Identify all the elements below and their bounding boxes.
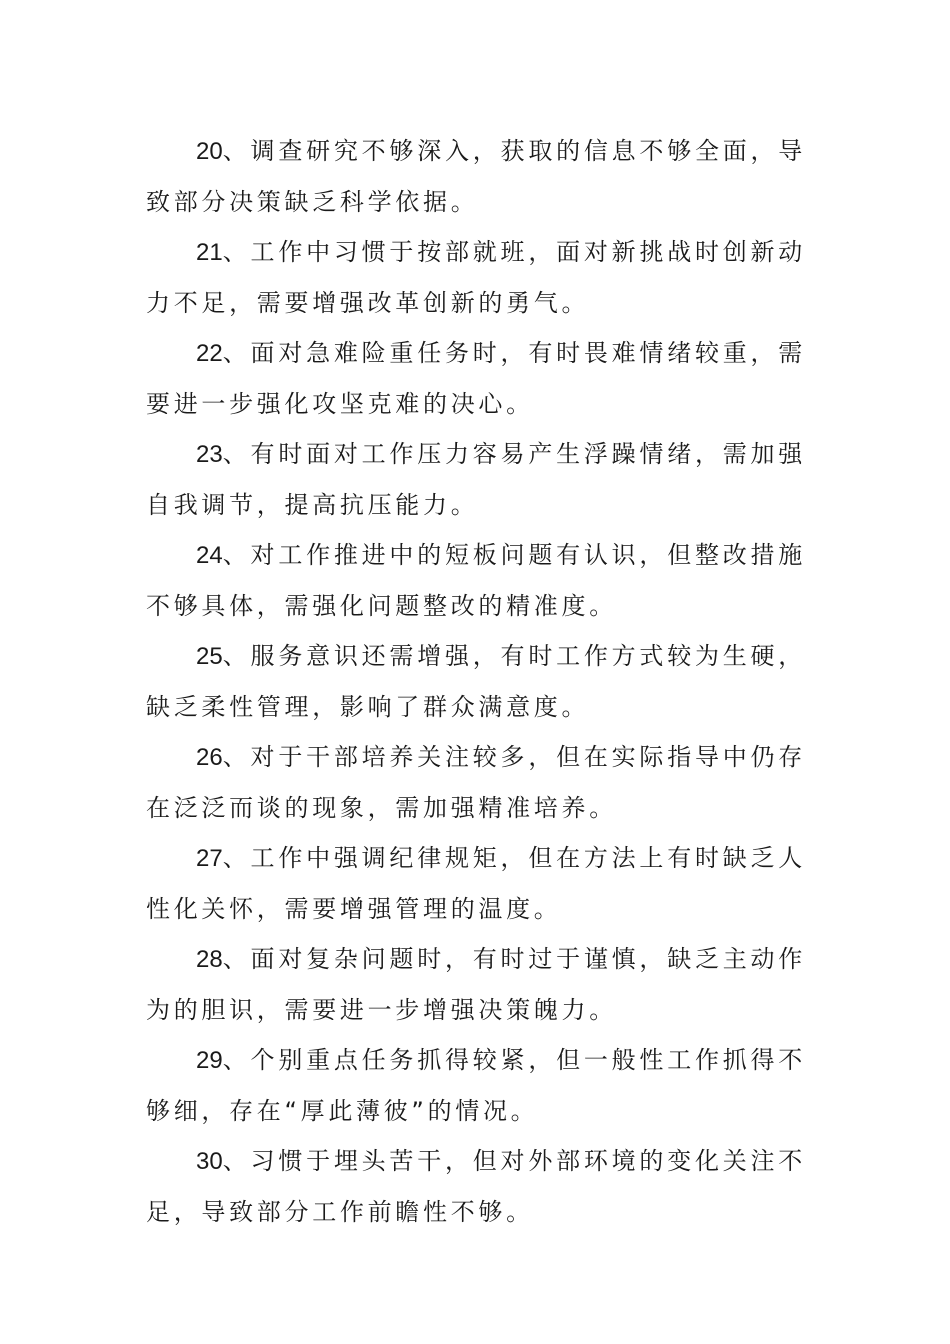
list-item	[146, 631, 806, 732]
list-item	[146, 1136, 806, 1237]
item-number: 20	[196, 138, 223, 165]
item-text: 、对工作推进中的短板问题有认识，但整改措施不够具体，需强化问题整改的精准度。	[146, 541, 806, 620]
document-body	[146, 126, 806, 1237]
item-number: 25	[196, 643, 223, 670]
list-item	[146, 227, 806, 328]
item-text: 、面对复杂问题时，有时过于谨慎，缺乏主动作为的胆识，需要进一步增强决策魄力。	[146, 945, 806, 1024]
item-number: 27	[196, 845, 223, 872]
list-item	[146, 328, 806, 429]
item-text: 、面对急难险重任务时，有时畏难情绪较重，需要进一步强化攻坚克难的决心。	[146, 339, 806, 418]
item-number: 29	[196, 1047, 223, 1074]
list-item	[146, 833, 806, 934]
list-item	[146, 1035, 806, 1136]
item-number: 26	[196, 744, 223, 771]
list-item	[146, 530, 806, 631]
item-text: 、工作中习惯于按部就班，面对新挑战时创新动力不足，需要增强改革创新的勇气。	[146, 238, 806, 317]
item-text: 、个别重点任务抓得较紧，但一般性工作抓得不够细，存在“厚此薄彼”的情况。	[146, 1046, 806, 1125]
item-text: 、对于干部培养关注较多，但在实际指导中仍存在泛泛而谈的现象，需加强精准培养。	[146, 743, 806, 822]
item-number: 28	[196, 946, 223, 973]
list-item	[146, 934, 806, 1035]
list-item	[146, 126, 806, 227]
list-item	[146, 732, 806, 833]
item-number: 21	[196, 239, 223, 266]
list-item	[146, 429, 806, 530]
item-text: 、调查研究不够深入，获取的信息不够全面，导致部分决策缺乏科学依据。	[146, 137, 806, 216]
item-text: 、服务意识还需增强，有时工作方式较为生硬，缺乏柔性管理，影响了群众满意度。	[146, 642, 806, 721]
item-number: 30	[196, 1148, 223, 1175]
item-number: 22	[196, 340, 223, 367]
item-text: 、有时面对工作压力容易产生浮躁情绪，需加强自我调节，提高抗压能力。	[146, 440, 806, 519]
item-number: 24	[196, 542, 223, 569]
item-text: 、工作中强调纪律规矩，但在方法上有时缺乏人性化关怀，需要增强管理的温度。	[146, 844, 806, 923]
item-number: 23	[196, 441, 223, 468]
item-text: 、习惯于埋头苦干，但对外部环境的变化关注不足，导致部分工作前瞻性不够。	[146, 1147, 806, 1226]
